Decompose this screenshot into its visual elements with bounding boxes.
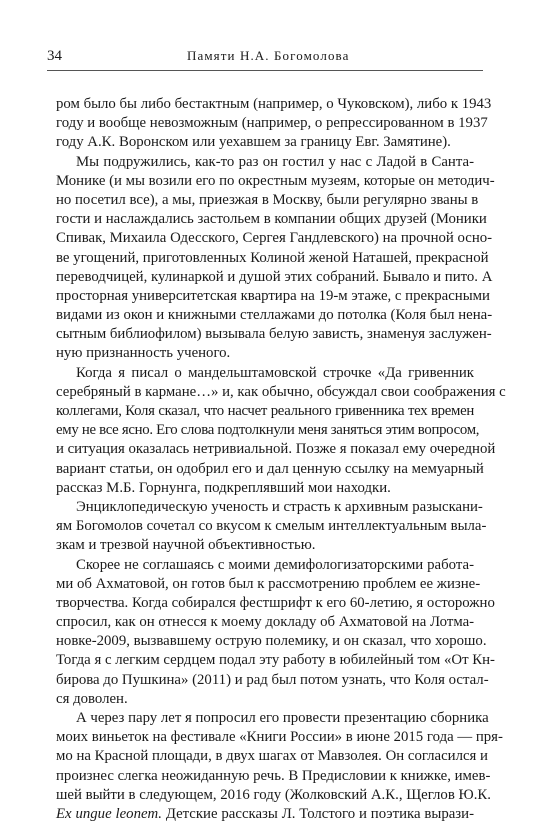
text-line-with-italic [56,805,474,824]
text-line: шей выйти в следующем, 2016 году (Жолковский А.К., Щеглов Ю.К. [56,786,491,803]
text-line: гости и наслаждались застольем в компании общих друзей (Моники [56,211,487,228]
page-number: 34 [47,48,62,64]
paragraph-first-line: Скорее не соглашаясь с моими демифологизаторскими работа- [76,556,474,573]
running-head [47,48,483,71]
text-line: новке-2009, вызвавшему острую полемику, и он сказал, что хорошо. [56,633,487,650]
text-line: но посетил все), а мы, приезжая в Москву, были регулярно званы в [56,191,479,208]
body-text [56,95,506,824]
text-line: серебряный в кармане…» и, как обычно, обсуждал свои соображения с [56,383,506,400]
text-line: году А.К. Воронском или уехавшем за границу Евг. Замятине). [56,134,451,151]
text-line: творчества. Когда собирался фестшрифт к его 60-летию, я осторожно [56,594,495,611]
text-line: году и вообще невозможным (например, о репрессированном в 1937 [56,115,488,132]
text-line: и ситуация оказалась нетривиальной. Позже я показал ему очередной [56,441,496,458]
text-line: бирова до Пушкина» (2011) и рад был потом узнать, что Коля остал- [56,671,489,688]
paragraph-first-line: Когда я писал о мандельштамовской строчке «Да гривенник [76,364,474,381]
text-line: вариант статьи, он одобрил его и дал ценную ссылку на мемуарный [56,460,484,477]
text-line: Спивак, Михаила Одесского, Сергея Гандлевского) на прочной осно- [56,230,493,247]
text-line: ся доволен. [56,690,128,707]
text-line: видами из окон и книжными стеллажами до потолка (Коля был нена- [56,307,493,324]
paragraph-first-line: Мы подружились, как-то раз он гостил у нас с Ладой в Санта- [76,153,474,170]
text-line: ему не все ясно. Его слова подтолкнули меня заняться этим вопросом, [56,422,480,439]
italic-title: Ex ungue leonem. [56,805,162,822]
text-line: произнес слегка неожиданную речь. В Предисловии к книжке, имев- [56,767,491,784]
text-line: Тогда я с легким сердцем подал эту работу в юбилейный том «От Кн- [56,652,495,669]
text-fragment: Детские рассказы Л. Толстого и поэтика вырази- [165,805,475,822]
text-line: ми об Ахматовой, он готов был к рассмотрению проблем ее жизне- [56,575,481,592]
paragraph-first-line: А через пару лет я попросил его провести презентацию сборника [76,710,489,726]
text-line: сытным библиофилом) вызывала белую зависть, знаменуя заслужен- [56,326,492,343]
text-line: переводчицей, кулинаркой и душой этих собраний. Бывало и пито. А [56,268,493,285]
running-title: Памяти Н.А. Богомолова [187,48,350,63]
text-line: ям Богомолов сочетал со вкусом к смелым интеллектуальным выла- [56,518,487,535]
text-line: коллегами, Коля сказал, что насчет реального гривенника тех времен [56,403,474,419]
text-line: спросил, как он отнесся к моему докладу об Ахматовой на Лотма- [56,614,475,631]
text-line: Монике (и мы возили его по окрестным музеям, которые он методич- [56,172,495,189]
text-line: ром было бы либо бестактным (например, о Чуковском), либо к 1943 [56,96,492,112]
text-line: просторная университетская квартира на 19-м этаже, с прекрасными [56,287,490,304]
text-line: ве угощений, приготовленных Колиной женой Наташей, прекрасной [56,249,489,266]
text-line: зкам и трезвой научной объективностью. [56,537,316,554]
text-line: мо на Красной площади, в двух шагах от Мавзолея. Он согласился и [56,748,488,765]
text-line: ную признанность ученого. [56,345,231,362]
text-line: моих виньеток на фестивале «Книги России» в июне 2015 года — пря- [56,729,503,746]
text-line: рассказ М.Б. Горнунга, подкреплявший мои находки. [56,479,391,496]
paragraph-first-line: Энциклопедическую ученость и страсть к архивным разыскани- [76,498,483,515]
